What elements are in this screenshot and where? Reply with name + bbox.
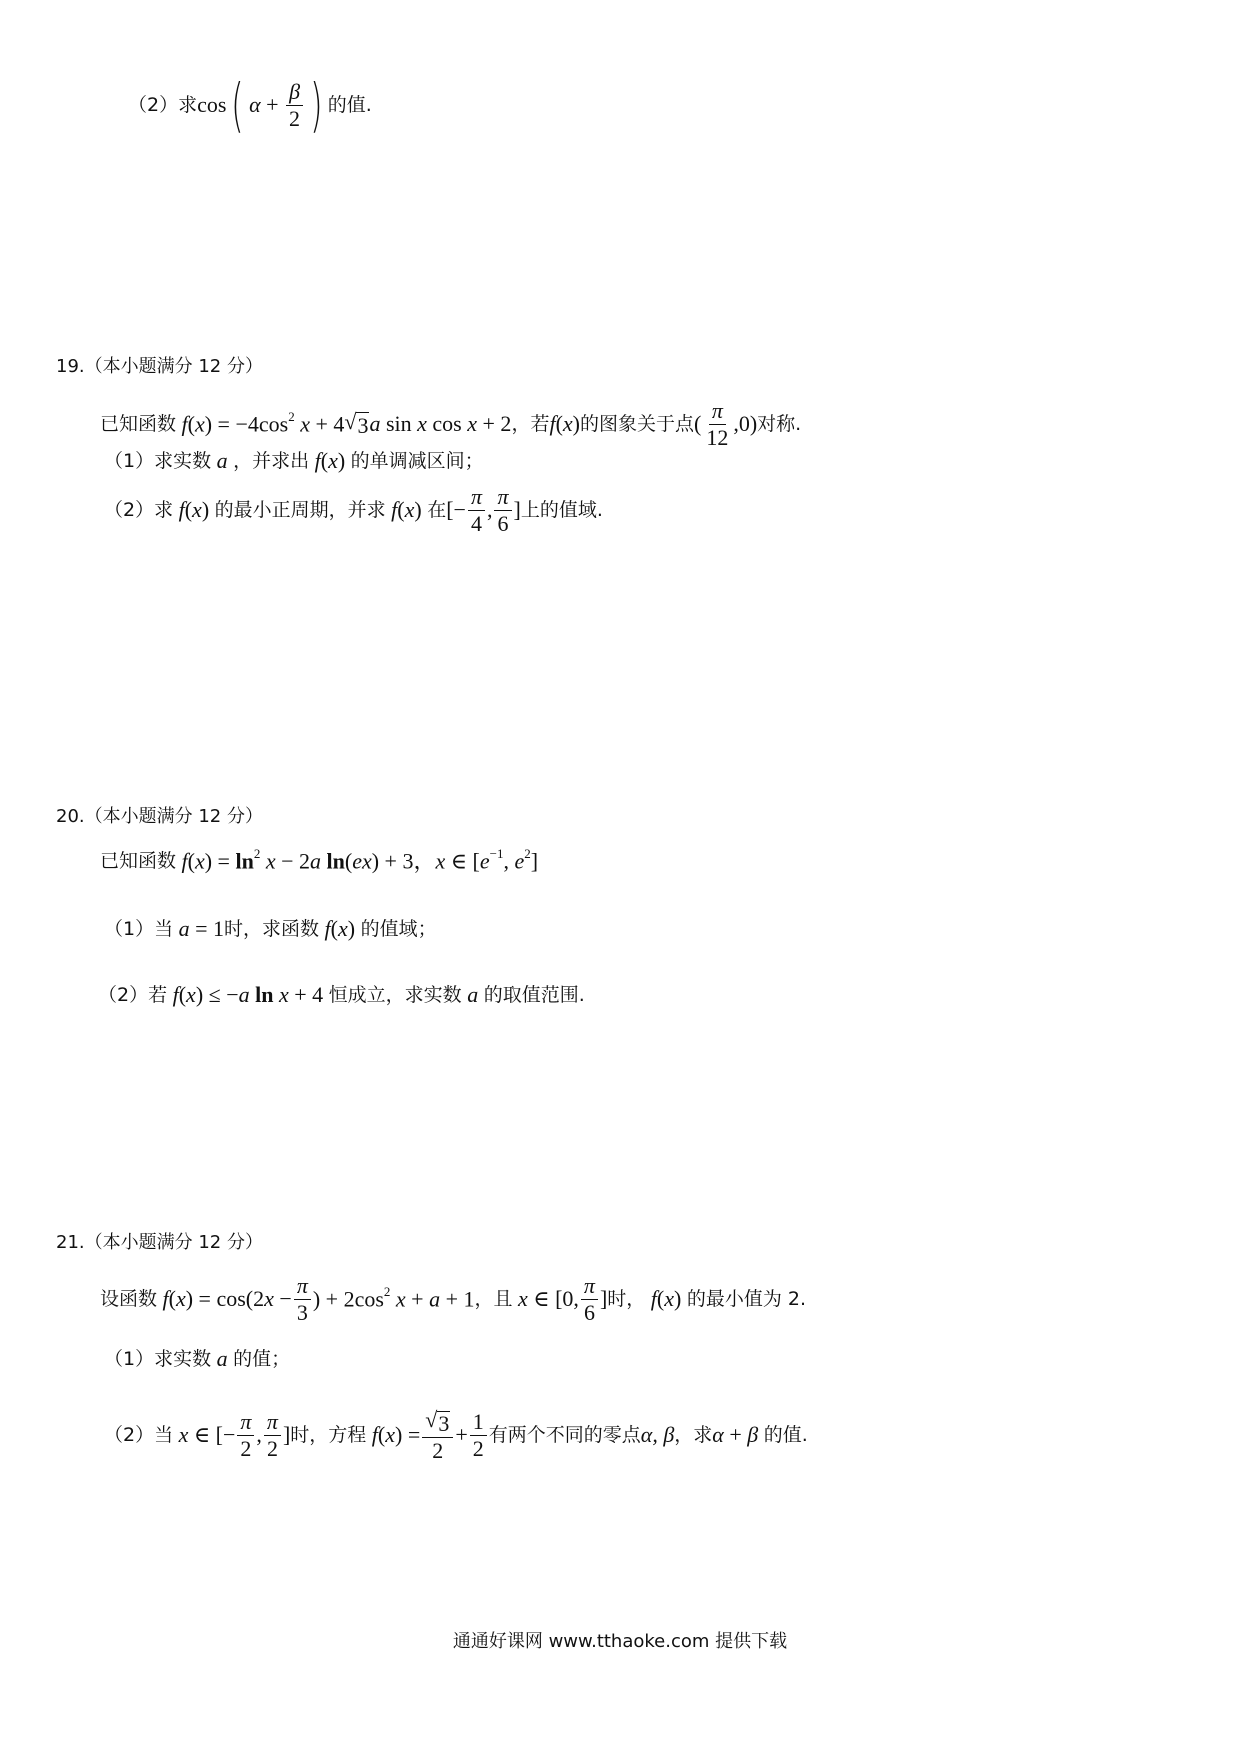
fraction-pi-over-2: $\frac{\pi}{2}$	[264, 1410, 281, 1459]
math-cos: cos	[197, 91, 227, 117]
q21-stem: 设函数 f(x) = cos(2x − $\frac{\pi}{3}$ ) + $2\cos^2$ x + a + 1 ，且 x ∈ [0, $\frac{\pi}{6}$ ] 时， f(x) 的最小值为 2.	[100, 1273, 807, 1325]
q19-part1: （1）求实数 a ，并求出 f(x) 的单调减区间；	[104, 448, 484, 473]
q21-part1: （1）求实数 a 的值；	[104, 1346, 291, 1371]
fraction-pi-over-3: $\frac{\pi}{3}$	[294, 1274, 311, 1323]
math-f-def: $f(x) = \ln^2 x - 2a$ ln(ex) + 3，x ∈ [$e^{-1}$, $e^2$]	[181, 846, 539, 874]
fraction-1-over-2: $\frac{1}{2}$	[470, 1410, 487, 1459]
q20-heading: 20.（本小题满分 12 分）	[56, 806, 263, 827]
q19-part2: （2）求 f(x) 的最小正周期，并求 f(x) 在 [− $\frac{\pi}{4}$ , $\frac{\pi}{6}$ ] 上的值域.	[104, 484, 603, 536]
fraction-pi-over-4: $\frac{\pi}{4}$	[468, 485, 485, 534]
fraction-pi-over-6: $\frac{\pi}{6}$	[581, 1274, 598, 1323]
q19-heading: 19.（本小题满分 12 分）	[56, 356, 263, 377]
q18-part2: （2）求 cos ( α + $\frac{\beta}{2}$ ) 的值.	[128, 71, 372, 139]
q19-stem: 已知函数 $f(x) = -4\cos^2$ x + 4 √ 3 a sin x cos x + 2 ，若 f(x) 的图象关于点 ( $\frac{\pi}{12}$ ,0) 对称.	[100, 398, 802, 450]
fraction-sqrt3-over-2: √ 3 2	[422, 1408, 453, 1461]
q20-stem: 已知函数 $f(x) = \ln^2 x - 2a$ ln(ex) + 3，x ∈ [$e^{-1}$, $e^2$]	[100, 846, 539, 874]
fraction-beta-over-2: $\frac{\beta}{2}$	[286, 80, 303, 129]
sqrt-3: √ 3	[344, 408, 369, 438]
math-f-def: $f(x) = -4\cos^2$ x + 4	[181, 408, 345, 436]
q18-part2-suffix: 的值.	[327, 93, 372, 116]
fraction-pi-over-12: $\frac{\pi}{12}$	[706, 398, 729, 450]
paren-right: )	[310, 71, 323, 139]
fraction-pi-over-2: $\frac{\pi}{2}$	[237, 1410, 254, 1459]
paren-left: (	[231, 71, 244, 139]
math-alpha: α	[249, 91, 261, 117]
q18-part2-prefix: （2）求	[128, 93, 198, 116]
fraction-pi-over-6: $\frac{\pi}{6}$	[494, 485, 511, 534]
q21-part2: （2）当 x ∈ [− $\frac{\pi}{2}$ , $\frac{\pi}{2}$ ] 时，方程 f(x) = √ 3 2 + $\frac{1}{2}$ 有两个不同的零点 α, β ，求 α + β 的值.	[104, 1407, 808, 1463]
q21-heading: 21.（本小题满分 12 分）	[56, 1232, 263, 1253]
q20-part2: （2）若 f(x) ≤ −a ln x + 4 恒成立，求实数 a 的取值范围.	[98, 982, 585, 1007]
footer-source: 通通好课网 www.tthaoke.com 提供下载	[452, 1631, 788, 1652]
q20-part1: （1）当 a = 1 时，求函数 f(x) 的值域；	[104, 916, 437, 941]
